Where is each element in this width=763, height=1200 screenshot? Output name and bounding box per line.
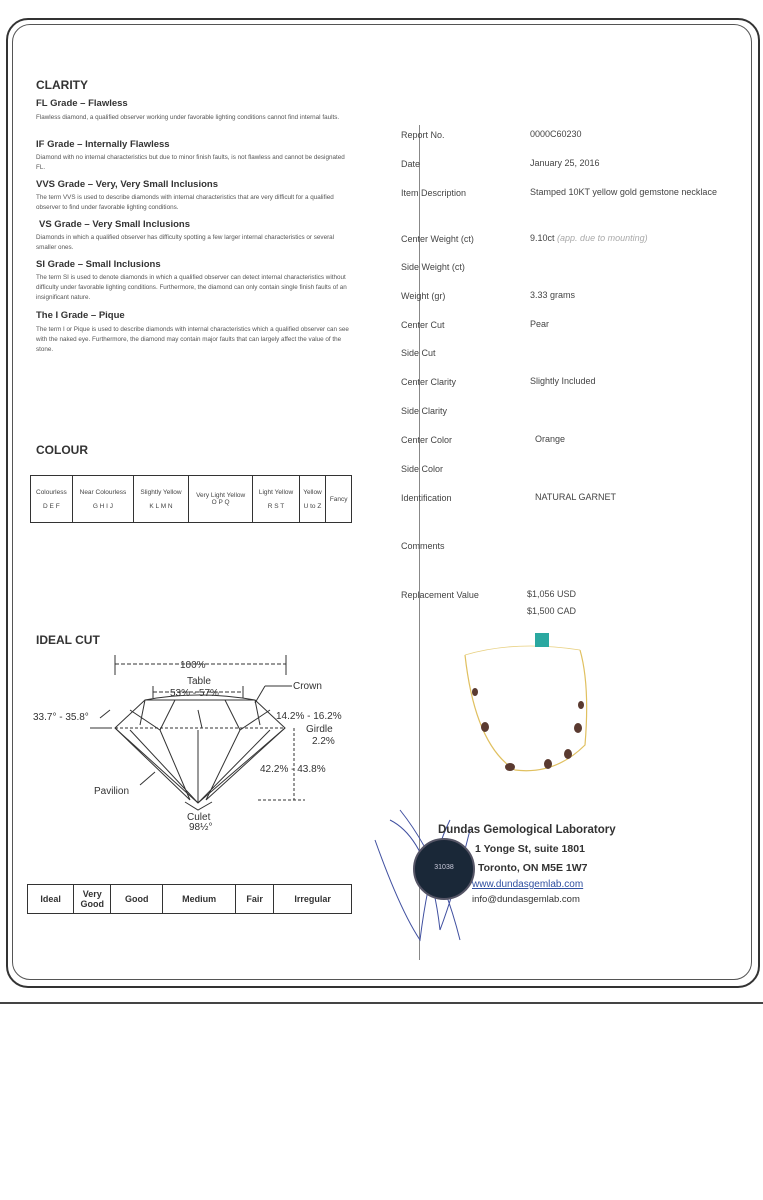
colour-letters: U to Z <box>303 502 322 510</box>
lab-seal <box>413 838 475 900</box>
colour-name: Near Colourless <box>79 488 127 496</box>
replacement-value-label: Replacement Value <box>401 590 479 600</box>
identification-value: NATURAL GARNET <box>535 492 617 502</box>
crown-label: Crown <box>293 681 322 692</box>
center-weight: 9.10ct <box>530 233 555 243</box>
ideal-cut-title: IDEAL CUT <box>36 633 100 647</box>
side-weight-label: Side Weight (ct) <box>401 262 465 272</box>
colour-letters: G H I J <box>92 502 114 510</box>
center-cut-value: Pear <box>530 319 550 329</box>
lab-address2: Toronto, ON M5E 1W7 <box>478 862 588 874</box>
pavilion-label: Pavilion <box>94 786 130 797</box>
grade-heading: FL Grade – Flawless <box>36 98 128 109</box>
page-divider <box>0 1002 763 1004</box>
grade-text: Diamond with no internal characteristics but due to minor finish faults, is not flawless and cannot be designated FL. <box>36 154 345 171</box>
width-label: 100% <box>180 660 206 671</box>
grade-text: Flawless diamond, a qualified observer working under favorable lighting conditions cannot find internal faults. <box>36 114 340 121</box>
item-description-value: Stamped 10KT yellow gold gemstone necklace <box>530 187 717 197</box>
crown-height: 14.2% - 16.2% <box>276 711 342 722</box>
table-value: 53% - 57% <box>170 688 219 699</box>
colour-title: COLOUR <box>36 443 88 457</box>
center-weight-value <box>530 230 730 246</box>
girdle-label: Girdle <box>306 724 333 735</box>
report-no-value: 0000C60230 <box>530 129 582 139</box>
cut-grade: Fair <box>235 885 273 914</box>
identification-label: Identification <box>401 493 452 503</box>
lab-website-link[interactable]: www.dundasgemlab.com <box>472 879 584 890</box>
date-value: January 25, 2016 <box>530 158 600 168</box>
lab-address1: 1 Yonge St, suite 1801 <box>475 843 585 855</box>
grade-heading: VS Grade – Very Small Inclusions <box>39 219 191 230</box>
colour-cell <box>253 476 299 523</box>
colour-letters: R S T <box>267 502 285 510</box>
grade-heading: The I Grade – Pique <box>36 310 125 321</box>
lab-email: info@dundasgemlab.com <box>472 894 580 905</box>
girdle-value: 2.2% <box>312 736 335 747</box>
side-cut-label: Side Cut <box>401 348 436 358</box>
report-no-label: Report No. <box>401 130 445 140</box>
colour-cell <box>188 476 253 523</box>
grade-heading: IF Grade – Internally Flawless <box>36 139 170 150</box>
center-cut-label: Center Cut <box>401 320 445 330</box>
comments-label: Comments <box>401 541 445 551</box>
grade-text: The term SI is used to denote diamonds in which a qualified observer can detect internal characteristics without difficulty under favorable lighting conditions. Furthermore, the diamond can only contain single finish faults of an insignificant nature. <box>36 274 347 301</box>
colour-name: Very Light Yellow <box>196 492 246 499</box>
cut-grade: Very Good <box>74 885 111 914</box>
center-weight-note: (app. due to mounting) <box>557 233 648 243</box>
grade-heading: SI Grade – Small Inclusions <box>36 259 161 270</box>
colour-table <box>30 475 352 523</box>
cut-grade: Medium <box>163 885 236 914</box>
date-label: Date <box>401 159 421 169</box>
diamond-diagram <box>30 650 360 830</box>
grade-text: The term VVS is used to describe diamonds with internal characteristics that are very difficult for a qualified observer to find under favorable lighting conditions. <box>36 194 334 211</box>
pavilion-depth: 42.2% - 43.8% <box>260 764 326 775</box>
weight-value: 3.33 grams <box>530 290 576 300</box>
replacement-usd: $1,056 USD <box>527 589 577 599</box>
clarity-title: CLARITY <box>36 78 88 92</box>
center-clarity-value: Slightly Included <box>530 376 596 386</box>
culet-label: Culet <box>187 812 211 823</box>
colour-cell <box>72 476 133 523</box>
colour-cell <box>326 476 352 523</box>
seal-number: 31038 <box>434 864 454 871</box>
side-clarity-label: Side Clarity <box>401 406 448 416</box>
colour-name: Light Yellow <box>258 488 294 496</box>
grade-text: Diamonds in which a qualified observer has difficulty spotting a few larger internal characteristics or several smaller ones. <box>36 234 335 251</box>
colour-letters: O P Q <box>211 499 230 506</box>
center-color-label: Center Color <box>401 435 453 445</box>
item-description-label: Item Description <box>401 188 467 198</box>
center-color-value: Orange <box>535 434 566 444</box>
cut-grade: Ideal <box>28 885 74 914</box>
colour-letters: K L M N <box>149 502 173 510</box>
cut-grade: Good <box>111 885 163 914</box>
necklace-photo <box>455 625 595 785</box>
lab-name: Dundas Gemological Laboratory <box>438 824 616 836</box>
colour-name: Colourless <box>36 488 67 496</box>
replacement-cad: $1,500 CAD <box>527 606 577 616</box>
culet-value: 98½° <box>189 822 213 830</box>
center-weight-label: Center Weight (ct) <box>401 234 474 244</box>
crown-angle: 33.7° - 35.8° <box>33 712 89 723</box>
weight-label: Weight (gr) <box>401 291 446 301</box>
table-label: Table <box>187 676 211 687</box>
cut-grade: Irregular <box>274 885 352 914</box>
colour-letters: D E F <box>43 502 60 510</box>
side-color-label: Side Color <box>401 464 444 474</box>
colour-cell <box>31 476 73 523</box>
colour-name: Slightly Yellow <box>140 488 182 496</box>
grade-heading: VVS Grade – Very, Very Small Inclusions <box>36 179 218 190</box>
grade-text: The term I or Pique is used to describe diamonds with internal characteristics which a qualified observer can see with the naked eye. Furthermore, the diamond may contain major faults that can largely affect the value of the stone. <box>36 326 349 353</box>
cut-grade-table <box>27 884 352 914</box>
colour-name: Yellow <box>303 488 322 496</box>
colour-cell <box>134 476 189 523</box>
center-clarity-label: Center Clarity <box>401 377 457 387</box>
colour-name: Fancy <box>329 495 348 503</box>
colour-cell <box>299 476 326 523</box>
